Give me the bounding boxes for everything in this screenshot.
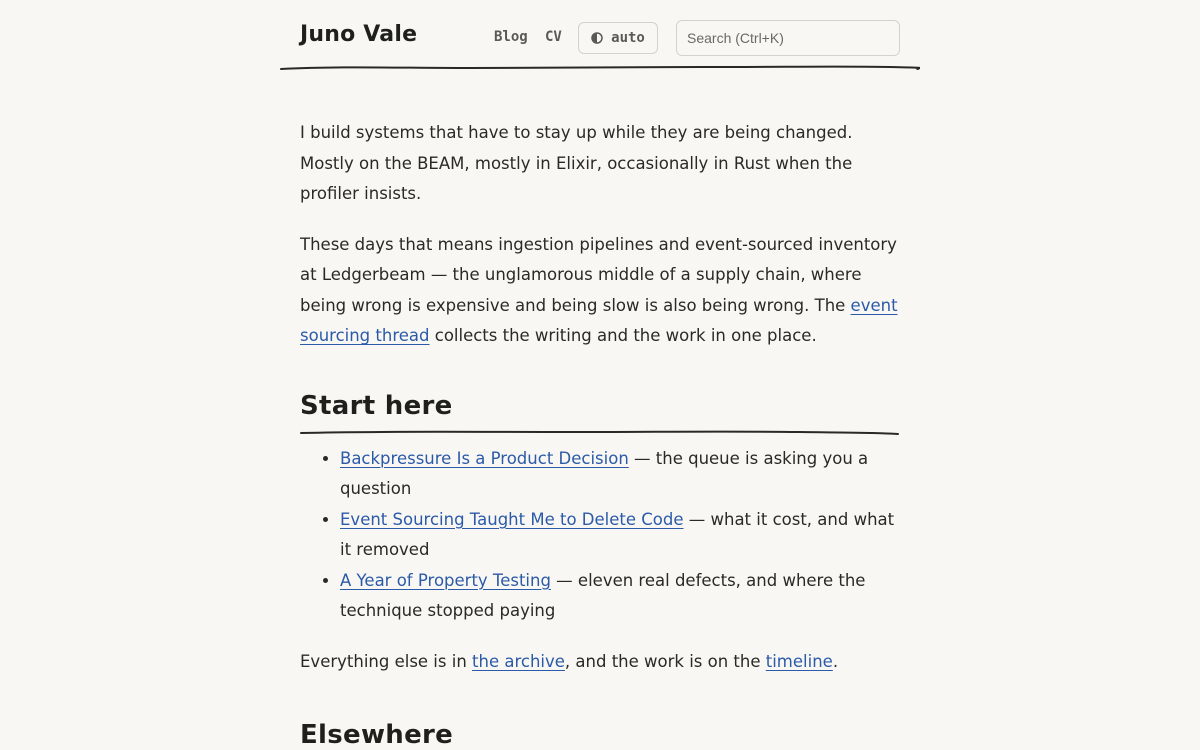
- post-link-event-sourcing[interactable]: Event Sourcing Taught Me to Delete Code: [340, 509, 684, 529]
- site-header: [280, 0, 920, 76]
- contrast-icon: [591, 32, 603, 44]
- list-item-description: — what it cost, and what it removed: [340, 509, 895, 559]
- archive-paragraph-middle: , and the work is on the: [564, 651, 766, 671]
- nav-link-blog[interactable]: Blog: [494, 29, 528, 45]
- post-link-property-testing[interactable]: A Year of Property Testing: [340, 570, 551, 590]
- event-sourcing-thread-link[interactable]: event sourcing thread: [300, 295, 898, 345]
- start-here-list: [300, 444, 900, 627]
- post-link-backpressure[interactable]: Backpressure Is a Product Decision: [340, 448, 629, 468]
- site-title[interactable]: Juno Vale: [300, 22, 418, 47]
- intro-paragraph-2: [300, 230, 900, 352]
- archive-link[interactable]: the archive: [472, 651, 565, 671]
- archive-paragraph-text: Everything else is in: [300, 651, 473, 671]
- list-item-description: — the queue is asking you a question: [340, 448, 869, 498]
- archive-paragraph: [300, 647, 900, 678]
- search-input[interactable]: [676, 20, 900, 56]
- nav-link-cv[interactable]: CV: [545, 29, 562, 45]
- list-item-description: — eleven real defects, and where the technique stopped paying: [340, 570, 866, 620]
- header-divider: [280, 62, 920, 76]
- list-item: [340, 505, 900, 566]
- list-item: [340, 566, 900, 627]
- intro-paragraph-2-tail: collects the writing and the work in one place.: [429, 326, 817, 345]
- main-content: [300, 118, 900, 750]
- timeline-link[interactable]: timeline: [765, 651, 833, 671]
- intro-paragraph-1: I build systems that have to stay up while they are being changed. Mostly on the BEAM, mostly in Elixir, occasionally in Rust when the profiler insists.: [300, 123, 853, 203]
- elsewhere-heading: Elsewhere: [300, 720, 454, 750]
- list-item: [340, 444, 900, 505]
- theme-toggle-button[interactable]: [578, 22, 658, 54]
- intro-paragraph-2-text: These days that means ingestion pipelines and event-sourced inventory at Ledgerbeam — the unglamorous middle of a supply chain, where being wrong is expensive and being slow is also being wrong. The: [300, 234, 897, 315]
- start-here-heading: Start here: [300, 390, 453, 421]
- elsewhere-section-heading: [300, 719, 900, 750]
- archive-paragraph-end: .: [832, 651, 839, 671]
- theme-toggle-label: auto: [611, 30, 645, 46]
- start-here-divider: [300, 428, 900, 438]
- start-here-section-heading: [300, 390, 900, 432]
